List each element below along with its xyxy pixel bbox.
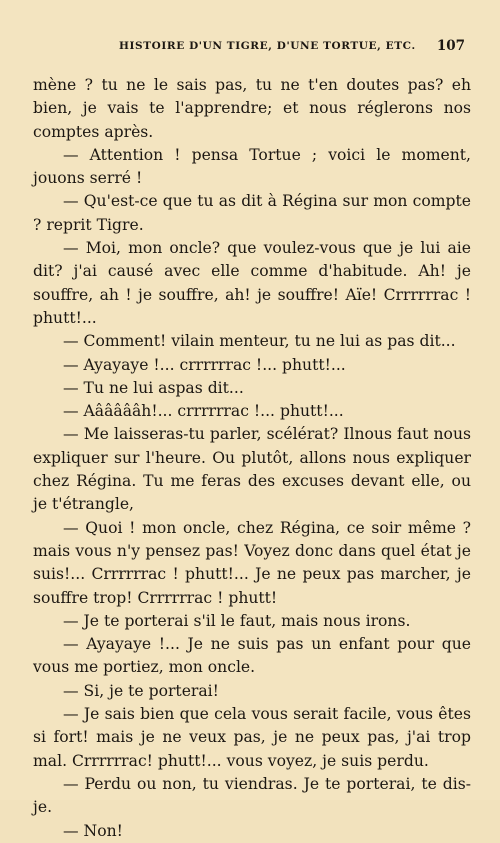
- paragraph: — Attention ! pensa Tortue ; voici le moment, jouons serré !: [33, 145, 471, 188]
- paragraph: — Ayayaye !... crrrrrrac !... phutt!...: [63, 355, 346, 374]
- paragraph: mène ? tu ne le sais pas, tu ne t'en doutes pas? eh bien, je vais te l'apprendre; et nous réglerons nos comptes après.: [33, 76, 471, 141]
- paragraph: — Comment! vilain menteur, tu ne lui as pas dit...: [63, 332, 456, 351]
- paragraph: — Perdu ou non, tu viendras. Je te porterai, te dis-je.: [33, 774, 471, 817]
- paragraph: — Qu'est-ce que tu as dit à Régina sur mon compte ? reprit Tigre.: [33, 192, 471, 234]
- paragraph: — Me laisseras-tu parler, scélérat? Ilnous faut nous expliquer sur l'heure. Ou plutôt, allons nous expliquer chez Régina. Tu me feras des excuses devant elle, ou je t'étrangle,: [33, 425, 471, 514]
- paragraph: — Non!: [63, 821, 123, 840]
- paragraph: — Moi, mon oncle? que voulez-vous que je lui aie dit? j'ai causé avec elle comme d'habitude. Ah! je souffre, ah ! je souffre, ah! je souffre! Aïe! Crrrrrrac ! phutt!...: [33, 239, 471, 327]
- paragraph: — Je te porterai s'il le faut, mais nous irons.: [63, 611, 411, 630]
- page-number: 107: [436, 38, 465, 54]
- paragraph: — Tu ne lui aspas dit...: [63, 378, 244, 397]
- paragraph: — Ayayaye !... Je ne suis pas un enfant pour que vous me portiez, mon oncle.: [33, 635, 471, 677]
- running-head: HISTOIRE D'UN TIGRE, D'UNE TORTUE, ETC.: [119, 40, 416, 52]
- body-text: [33, 74, 471, 843]
- paragraph: — Aâââââh!... crrrrrrac !... phutt!...: [63, 402, 344, 421]
- page-header: [33, 38, 467, 58]
- paragraph: — Si, je te porterai!: [63, 681, 219, 700]
- paragraph: — Je sais bien que cela vous serait facile, vous êtes si fort! mais je ne veux pas, je ne peux pas, j'ai trop mal. Crrrrrrac! phutt!... vous voyez, je suis perdu.: [33, 705, 471, 770]
- paragraph: — Quoi ! mon oncle, chez Régina, ce soir même ? mais vous n'y pensez pas! Voyez donc dans quel état je suis!... Crrrrrrac ! phutt!... Je ne peux pas marcher, je souffre trop! Crrrrrrac ! phutt!: [33, 518, 471, 607]
